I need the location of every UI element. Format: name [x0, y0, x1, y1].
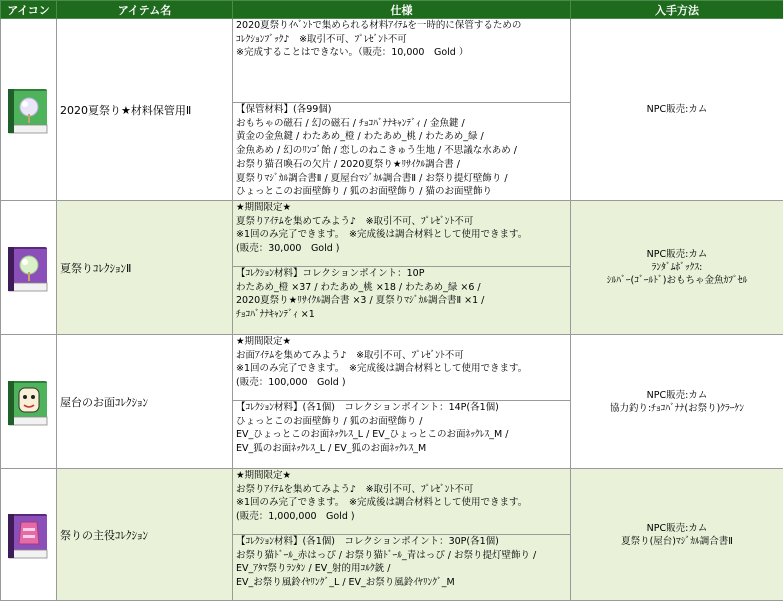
- spec-summary: [233, 335, 571, 401]
- spec-line: ※1回のみ完了できます。 ※完成後は調合材料として使用できます。: [236, 362, 567, 376]
- spec-line: (販売：30,000 Gold ): [236, 242, 567, 256]
- spec-line: EV_お祭り風鈴ｲﾔﾘﾝｸﾞ_L / EV_お祭り風鈴ｲﾔﾘﾝｸﾞ_M: [236, 576, 567, 590]
- spec-line: 夏祭りｱｲﾃﾑを集めてみよう♪ ※取引不可、ﾌﾟﾚｾﾞﾝﾄ不可: [236, 215, 567, 229]
- header-obtain: 入手方法: [571, 1, 783, 19]
- obtain-cell: [571, 469, 783, 601]
- item-name: 夏祭りｺﾚｸｼｮﾝⅡ: [57, 201, 233, 335]
- spec-line: (販売：100,000 Gold ): [236, 376, 567, 390]
- obtain-line: ｼﾙﾊﾞｰ(ｺﾞｰﾙﾄﾞ)おもちゃ金魚ｶﾌﾟｾﾙ: [571, 274, 783, 287]
- item-icon-cell: [1, 201, 57, 335]
- item-icon-cell: [1, 335, 57, 469]
- obtain-line: NPC販売:カム: [571, 522, 783, 535]
- spec-line: EV_狐のお面ﾈｯｸﾚｽ_L / EV_狐のお面ﾈｯｸﾚｽ_M: [236, 442, 567, 456]
- obtain-line: ﾗﾝﾀﾞﾑﾎﾞｯｸｽ:: [571, 261, 783, 274]
- header-item-name: アイテム名: [57, 1, 233, 19]
- obtain-cell: [571, 201, 783, 335]
- spec-line: EV_ｱﾀﾏ祭りﾗﾝﾀﾝ / EV_射的用ｺﾙｸ銃 /: [236, 562, 567, 576]
- spec-line: ﾁｮｺﾊﾞﾅﾅｷｬﾝﾃﾞｨ ×1: [236, 308, 567, 322]
- spec-line: おもちゃの磁石 / 幻の磁石 / ﾁｮｺﾊﾞﾅﾅｷｬﾝﾃﾞｨ / 金魚鍵 /: [236, 117, 567, 131]
- spec-line: 【ｺﾚｸｼｮﾝ材料】コレクションポイント：10P: [236, 267, 567, 281]
- obtain-line: NPC販売:カム: [571, 103, 783, 116]
- obtain-line: 夏祭り(屋台)ﾏｼﾞｶﾙ調合書Ⅱ: [571, 535, 783, 548]
- green-book-cotton-candy-icon: [5, 83, 53, 137]
- obtain-cell: [571, 19, 783, 201]
- spec-materials: [233, 103, 571, 201]
- item-name: 屋台のお面ｺﾚｸｼｮﾝ: [57, 335, 233, 469]
- header-row: [1, 1, 783, 19]
- spec-line: ★期間限定★: [236, 469, 567, 483]
- spec-line: 【ｺﾚｸｼｮﾝ材料】(各1個) コレクションポイント：14P(各1個): [236, 401, 567, 415]
- spec-line: ※完成することはできない。（販売：10,000 Gold ）: [236, 46, 567, 60]
- spec-line: 2020夏祭り★ﾘｻｲｸﾙ調合書 ×3 / 夏祭りﾏｼﾞｶﾙ調合書Ⅱ ×1 /: [236, 294, 567, 308]
- spec-line: (販売：1,000,000 Gold ): [236, 510, 567, 524]
- spec-line: 【保管材料】(各99個): [236, 103, 567, 117]
- spec-line: ※1回のみ完了できます。 ※完成後は調合材料として使用できます。: [236, 228, 567, 242]
- header-spec: 仕様: [233, 1, 571, 19]
- obtain-line: 協力釣り:ﾁｮｺﾊﾞﾅﾅ(お祭り)ｸﾗｰｹﾝ: [571, 402, 783, 415]
- item-icon-cell: [1, 19, 57, 201]
- spec-line: ★期間限定★: [236, 335, 567, 349]
- spec-summary: [233, 469, 571, 535]
- spec-line: ひょっとこのお面壁飾り / 狐のお面壁飾り / 猫のお面壁飾り: [236, 185, 567, 199]
- spec-summary: [233, 19, 571, 103]
- spec-line: 黄金の金魚鍵 / わたあめ_橙 / わたあめ_桃 / わたあめ_緑 /: [236, 130, 567, 144]
- purple-book-pink-icon: [5, 508, 53, 562]
- table-row: [1, 469, 783, 535]
- item-name: 祭りの主役ｺﾚｸｼｮﾝ: [57, 469, 233, 601]
- spec-materials: [233, 401, 571, 469]
- green-book-mask-icon: [5, 375, 53, 429]
- spec-line: お祭り猫召喚石の欠片 / 2020夏祭り★ﾘｻｲｸﾙ調合書 /: [236, 158, 567, 172]
- spec-line: お面ｱｲﾃﾑを集めてみよう♪ ※取引不可、ﾌﾟﾚｾﾞﾝﾄ不可: [236, 349, 567, 363]
- item-icon-cell: [1, 469, 57, 601]
- spec-summary: [233, 201, 571, 267]
- spec-line: わたあめ_橙 ×37 / わたあめ_桃 ×18 / わたあめ_緑 ×6 /: [236, 281, 567, 295]
- item-name: 2020夏祭り★材料保管用Ⅱ: [57, 19, 233, 201]
- spec-line: ｺﾚｸｼｮﾝﾌﾞｯｸ♪ ※取引不可、ﾌﾟﾚｾﾞﾝﾄ不可: [236, 33, 567, 47]
- table-row: [1, 335, 783, 401]
- obtain-line: NPC販売:カム: [571, 389, 783, 402]
- obtain-cell: [571, 335, 783, 469]
- spec-materials: [233, 535, 571, 601]
- spec-line: 【ｺﾚｸｼｮﾝ材料】(各1個) コレクションポイント：30P(各1個): [236, 535, 567, 549]
- spec-line: 金魚あめ / 幻のﾘﾝｺﾞ飴 / 恋しのねこきゅう生地 / 不思議な水あめ /: [236, 144, 567, 158]
- spec-materials: [233, 267, 571, 335]
- table-row: [1, 19, 783, 103]
- spec-line: ★期間限定★: [236, 201, 567, 215]
- spec-line: お祭り猫ﾄﾞｰﾙ_赤はっぴ / お祭り猫ﾄﾞｰﾙ_青はっぴ / お祭り提灯壁飾り /: [236, 549, 567, 563]
- spec-line: EV_ひょっとこのお面ﾈｯｸﾚｽ_L / EV_ひょっとこのお面ﾈｯｸﾚｽ_M /: [236, 428, 567, 442]
- spec-line: ひょっとこのお面壁飾り / 狐のお面壁飾り /: [236, 415, 567, 429]
- obtain-line: NPC販売:カム: [571, 248, 783, 261]
- purple-book-cotton-candy-icon: [5, 241, 53, 295]
- spec-line: お祭りｱｲﾃﾑを集めてみよう♪ ※取引不可、ﾌﾟﾚｾﾞﾝﾄ不可: [236, 483, 567, 497]
- spec-line: 夏祭りﾏｼﾞｶﾙ調合書Ⅱ / 夏屋台ﾏｼﾞｶﾙ調合書Ⅱ / お祭り提灯壁飾り /: [236, 172, 567, 186]
- spec-line: 2020夏祭りｲﾍﾞﾝﾄで集められる材料ｱｲﾃﾑを一時的に保管するための: [236, 19, 567, 33]
- header-icon: アイコン: [1, 1, 57, 19]
- spec-line: ※1回のみ完了できます。 ※完成後は調合材料として使用できます。: [236, 496, 567, 510]
- table-row: [1, 201, 783, 267]
